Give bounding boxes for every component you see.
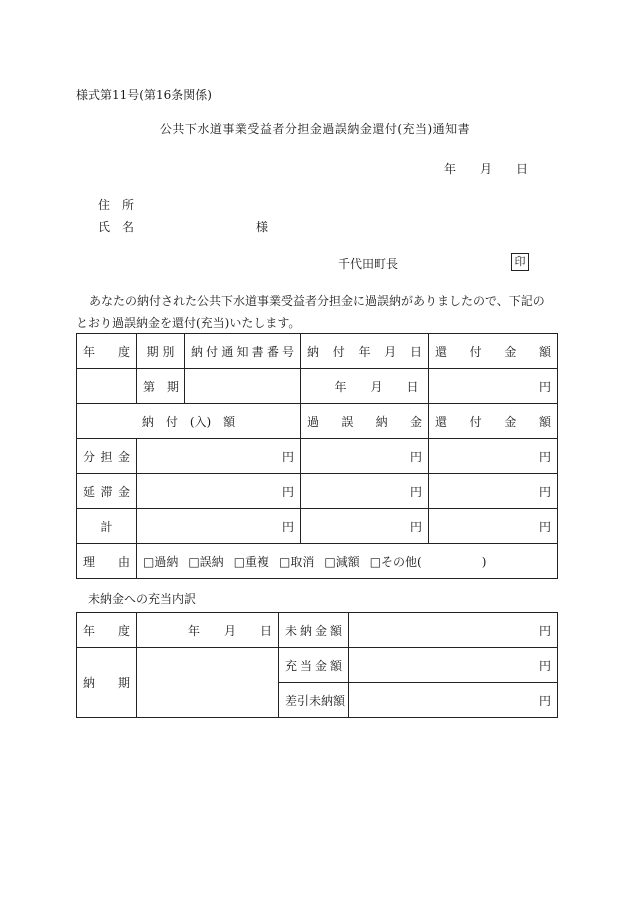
alloc-applied-yen: 円 xyxy=(349,648,558,683)
reason-reduction-checkbox[interactable]: □減額 xyxy=(324,554,360,569)
reason-options xyxy=(137,544,558,579)
cell-refund-yen: 円 xyxy=(429,369,558,404)
seal-mark: 印 xyxy=(511,253,529,271)
name-label: 氏 名 xyxy=(98,220,135,234)
issuer-title: 千代田町長 xyxy=(338,257,399,271)
alloc-header-balance: 差引未納額 xyxy=(279,683,349,718)
header-paid-amount: 納 付 (入) 額 xyxy=(77,404,301,439)
issue-date xyxy=(444,160,528,177)
header-notice-number: 納付通知書番号 xyxy=(185,334,301,369)
alloc-header-unpaid: 未納金額 xyxy=(279,613,349,648)
document-title: 公共下水道事業受益者分担金過誤納金還付(充当)通知書 xyxy=(159,122,471,136)
share-paid-yen: 円 xyxy=(137,439,301,474)
cell-year xyxy=(77,369,137,404)
refund-table xyxy=(76,333,558,579)
alloc-header-term: 納 期 xyxy=(77,648,137,718)
header-refund-amount-2: 還 付 金 額 xyxy=(429,404,558,439)
total-refund-yen: 円 xyxy=(429,509,558,544)
cell-notice-number xyxy=(185,369,301,404)
share-refund-yen: 円 xyxy=(429,439,558,474)
header-year: 年 度 xyxy=(77,334,137,369)
row-label-late-fee: 延 滞 金 xyxy=(77,474,137,509)
row-label-share: 分 担 金 xyxy=(77,439,137,474)
reason-overpaid-checkbox[interactable]: □過納 xyxy=(143,554,179,569)
address-label: 住 所 xyxy=(98,198,135,212)
header-term: 期 別 xyxy=(137,334,185,369)
header-refund-amount: 還 付 金 額 xyxy=(429,334,558,369)
cell-payment-date: 年 月 日 xyxy=(301,369,429,404)
honorific: 様 xyxy=(256,220,269,234)
alloc-header-applied: 充当金額 xyxy=(279,648,349,683)
alloc-header-year: 年 度 xyxy=(77,613,137,648)
date-day: 日 xyxy=(516,162,529,176)
late-paid-yen: 円 xyxy=(137,474,301,509)
reason-mispaid-checkbox[interactable]: □誤納 xyxy=(188,554,224,569)
reason-cancel-checkbox[interactable]: □取消 xyxy=(279,554,315,569)
date-year: 年 xyxy=(444,162,457,176)
row-label-total: 計 xyxy=(77,509,137,544)
reason-label: 理 由 xyxy=(77,544,137,579)
reason-other-checkbox[interactable]: □その他( ) xyxy=(369,554,487,569)
alloc-year-cell: 年 月 日 xyxy=(137,613,279,648)
alloc-balance-yen: 円 xyxy=(349,683,558,718)
share-over-yen: 円 xyxy=(301,439,429,474)
total-paid-yen: 円 xyxy=(137,509,301,544)
header-payment-date: 納 付 年 月 日 xyxy=(301,334,429,369)
form-number: 様式第11号(第16条関係) xyxy=(76,88,212,102)
reason-duplicate-checkbox[interactable]: □重複 xyxy=(233,554,270,569)
alloc-unpaid-yen: 円 xyxy=(349,613,558,648)
header-overpaid: 過 誤 納 金 xyxy=(301,404,429,439)
intro-text: あなたの納付された公共下水道事業受益者分担金に過誤納がありましたので、下記のとおり過誤納金を還付(充当)いたします。 xyxy=(76,294,545,330)
cell-term: 第 期 xyxy=(137,369,185,404)
sub-heading: 未納金への充当内訳 xyxy=(88,592,197,606)
allocation-table xyxy=(76,612,558,718)
late-over-yen: 円 xyxy=(301,474,429,509)
date-month: 月 xyxy=(480,162,493,176)
late-refund-yen: 円 xyxy=(429,474,558,509)
total-over-yen: 円 xyxy=(301,509,429,544)
alloc-term-cell xyxy=(137,648,279,718)
